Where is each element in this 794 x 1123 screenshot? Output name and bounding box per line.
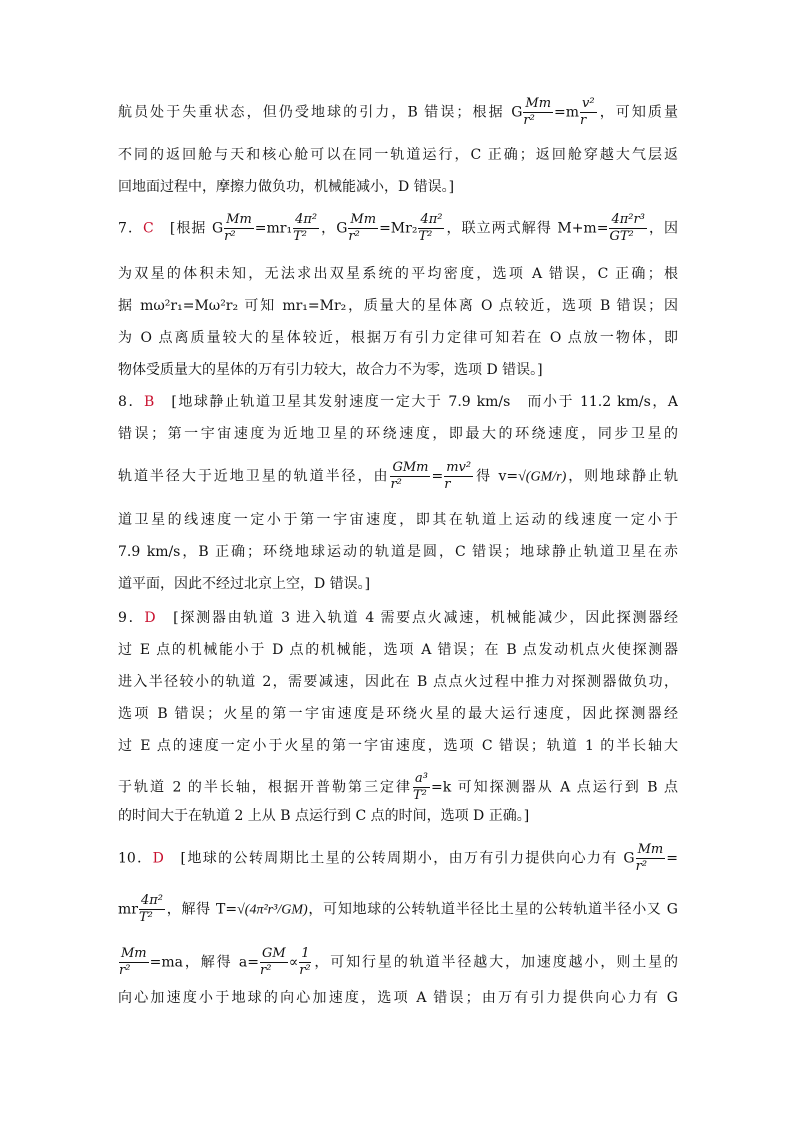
text-line-8: 物体受质量大的星体的万有引力较大，故合力不为零，选项 D 错误。]: [118, 362, 543, 378]
text-line-6: 据 mω²r₁=Mω²r₂ 可知 mr₁=Mr₂，质量大的星体离 O 点较近，选项 B 错误；因: [118, 298, 678, 314]
text-line-23: mr $\frac{\text{4π²}}{\text{T²}}$ ，解得 T=√(4π²r³/GM)，可知地球的公转轨道半径比土星的公转轨道半径小又 G: [118, 893, 678, 925]
text-line-19: 过 E 点的速度一定小于火星的第一宇宙速度，选项 C 错误；轨道 1 的半长轴大: [118, 738, 678, 754]
text-line-1: 航员处于失重状态，但仍受地球的引力，B 错误；根据 G $\frac{Mm}{\text{r²}}$ =m $\frac{\text{v²}}{r}$ ，可知质量: [118, 96, 678, 128]
question-10-line: 10．D [地球的公转周期比土星的公转周期小，由万有引力提供向心力有 G $\frac{Mm}{\text{r²}}$ =: [118, 842, 678, 874]
text-line-21: 的时间大于在轨道 2 上从 B 点运行到 C 点的时间，选项 D 正确。]: [118, 808, 530, 824]
text-line-13: 7.9 km/s，B 正确；环绕地球运动的轨道是圆，C 错误；地球静止轨道卫星在赤: [118, 544, 678, 560]
text-line-16: 过 E 点的机械能小于 D 点的机械能，选项 A 错误；在 B 点发动机点火使探测器: [118, 642, 678, 658]
text-line-11: 轨道半径大于近地卫星的轨道半径，由 $\frac{\text{GMm}}{\text{r²}}$ = $\frac{\text{mv²}}{r}$ 得 v=√(GM/r)，则地球静止轨: [118, 460, 678, 492]
text-line-5: 为双星的体积未知，无法求出双星系统的平均密度，选项 A 错误，C 正确；根: [118, 266, 678, 282]
text-line-25: 向心加速度小于地球的向心加速度，选项 A 错误；由万有引力提供向心力有 G: [118, 990, 678, 1006]
text-line-14: 道平面，因此不经过北京上空，D 错误。]: [118, 576, 371, 592]
text-line-3: 回地面过程中，摩擦力做负功，机械能减小，D 错误。]: [118, 179, 455, 195]
text-line-17: 进入半径较小的轨道 2，需要减速，因此在 B 点点火过程中推力对探测器做负功，: [118, 674, 678, 690]
question-9-line: 9．D [探测器由轨道 3 进入轨道 4 需要点火减速，机械能减少，因此探测器经: [118, 610, 678, 626]
text-line-24: $\frac{Mm}{\text{r²}}$ =ma，解得 a= $\frac{GM}{\text{r²}}$ ∝ $\frac{1}{\text{r²}}$ ，可知行星的轨道半径越大，加速度越小，则土星的: [119, 946, 678, 978]
question-7-line: 7．C [根据 G $\frac{Mm}{\text{r²}}$ =mr₁ $\frac{\text{4π²}}{\text{T²}}$ ，G $\frac{Mm}{\text{r²}}$ =Mr₂ $\frac{\text{4π²}}{\text{T²}}$ ，联立两式解得 M+m= $\frac{\text{4π²r³}}{\text{GT²}}$ ，因: [118, 212, 678, 244]
question-8-line: 8．B [地球静止轨道卫星其发射速度一定大于 7.9 km/s 而小于 11.2 km/s，A: [118, 394, 678, 410]
text-line-20: 于轨道 2 的半长轴，根据开普勒第三定律 $\frac{\text{a³}}{\text{T²}}$ =k 可知探测器从 A 点运行到 B 点: [118, 771, 678, 803]
text-line-2: 不同的返回舱与天和核心舱可以在同一轨道运行，C 正确；返回舱穿越大气层返: [118, 147, 678, 163]
text-line-12: 道卫星的线速度一定小于第一宇宙速度，即其在轨道上运动的线速度一定小于: [118, 512, 678, 528]
text-line-10: 错误；第一宇宙速度为近地卫星的环绕速度，即最大的环绕速度，同步卫星的: [118, 426, 678, 442]
text-line-18: 选项 B 错误；火星的第一宇宙速度是环绕火星的最大运行速度，因此探测器经: [118, 706, 678, 722]
text-line-7: 为 O 点离质量较大的星体较近，根据万有引力定律可知若在 O 点放一物体，即: [118, 330, 678, 346]
